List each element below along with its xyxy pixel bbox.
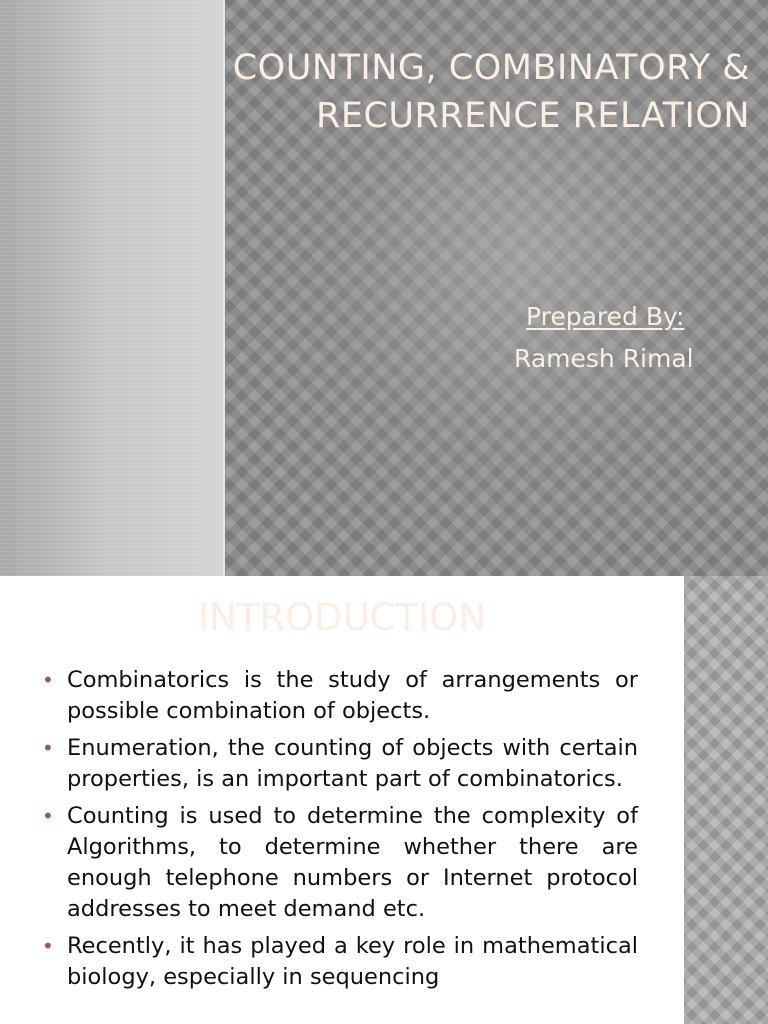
slide-title-line-1: COUNTING, COMBINATORY & xyxy=(232,48,750,88)
slide-side-strip xyxy=(684,576,768,1024)
introduction-slide xyxy=(0,576,768,1024)
slide-title xyxy=(190,44,750,140)
list-item-text: Counting is used to determine the complexity of Algorithms, to determine whether there are enough telephone numbers or Internet protocol addresses to meet demand etc. xyxy=(67,803,638,922)
list-item xyxy=(42,665,638,727)
bullet-icon: • xyxy=(42,804,54,828)
list-item xyxy=(42,801,638,925)
list-item-text: Combinatorics is the study of arrangements or possible combination of objects. xyxy=(67,667,638,724)
author-name: Ramesh Rimal xyxy=(514,344,694,373)
list-item-text: Recently, it has played a key role in mathematical biology, especially in sequencing xyxy=(67,933,638,990)
list-item xyxy=(42,733,638,795)
list-item xyxy=(42,931,638,993)
introduction-heading: INTRODUCTION xyxy=(198,596,486,639)
list-item-text: Enumeration, the counting of objects with certain properties, is an important part of combinatorics. xyxy=(67,735,638,792)
bullet-icon: • xyxy=(42,668,54,692)
bullet-icon: • xyxy=(42,736,54,760)
bullet-icon: • xyxy=(42,934,54,958)
slide-title-line-2: RECURRENCE RELATION xyxy=(316,96,750,136)
prepared-by-label: Prepared By: xyxy=(526,302,685,331)
bullet-list xyxy=(42,665,638,999)
